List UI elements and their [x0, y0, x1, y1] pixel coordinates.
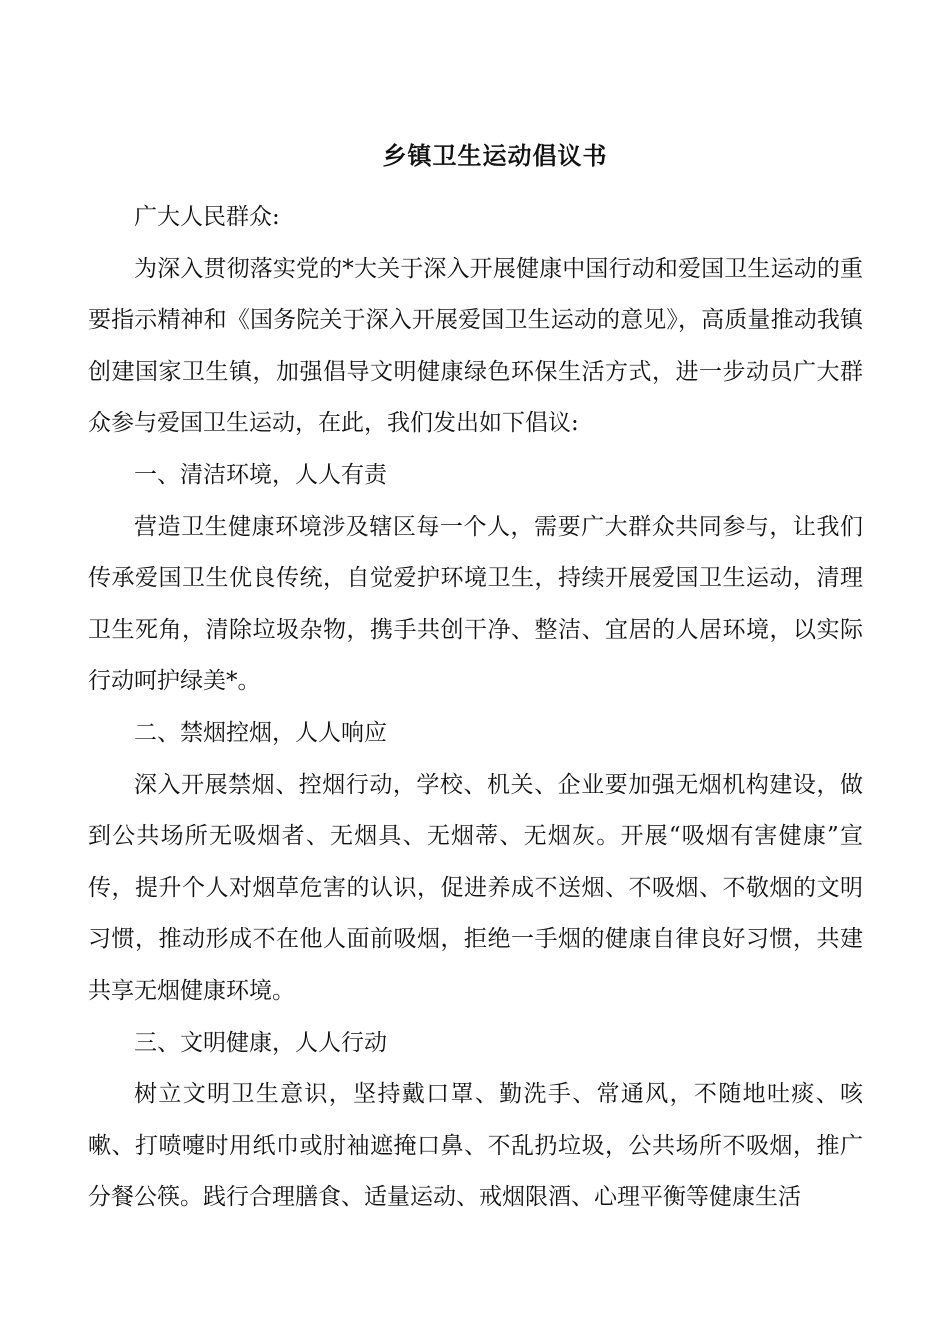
section-paragraph: 树立文明卫生意识，坚持戴口罩、勤洗手、常通风，不随地吐痰、咳嗽、打喷嚏时用纸巾或肘袖遮掩口鼻、不乱扔垃圾，公共场所不吸烟，推广分餐公筷。践行合理膳食、适量运动、戒烟限酒、心理平衡等健康生活 [88, 1081, 863, 1211]
greeting: 广大人民群众: [134, 204, 280, 230]
section-heading: 一、清洁环境，人人有责 [134, 461, 387, 488]
section-paragraph: 深入开展禁烟、控烟行动，学校、机关、企业要加强无烟机构建设，做到公共场所无吸烟者、无烟具、无烟蒂、无烟灰。开展“吸烟有害健康”宣传，提升个人对烟草危害的认识，促进养成不送烟、不吸烟、不敬烟的文明习惯，推动形成不在他人面前吸烟，拒绝一手烟的健康自律良好习惯，共建共享无烟健康环境。 [88, 771, 863, 1004]
document-title: 乡镇卫生运动倡议书 [382, 141, 608, 170]
section-heading: 二、禁烟控烟，人人响应 [134, 719, 387, 746]
section-paragraph: 营造卫生健康环境涉及辖区每一个人，需要广大群众共同参与，让我们传承爱国卫生优良传统，自觉爱护环境卫生，持续开展爱国卫生运动，清理卫生死角，清除垃圾杂物，携手共创干净、整洁、宜居的人居环境，以实际行动呵护绿美*。 [88, 513, 863, 695]
document-body [88, 192, 863, 1224]
section-heading: 三、文明健康，人人行动 [134, 1029, 387, 1056]
intro-paragraph: 为深入贯彻落实党的*大关于深入开展健康中国行动和爱国卫生运动的重要指示精神和《国务院关于深入开展爱国卫生运动的意见》，高质量推动我镇创建国家卫生镇，加强倡导文明健康绿色环保生活方式，进一步动员广大群众参与爱国卫生运动，在此，我们发出如下倡议: [88, 255, 863, 437]
